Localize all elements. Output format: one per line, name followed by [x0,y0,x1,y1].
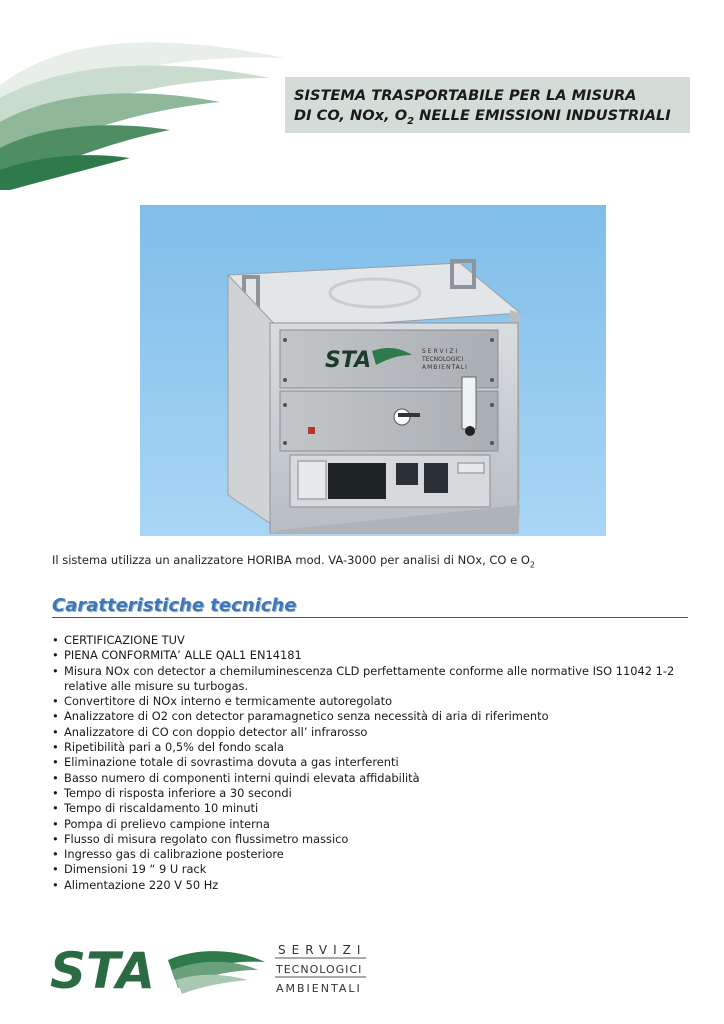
section-divider [52,617,688,618]
feature-item: • Alimentazione 220 V 50 Hz [52,878,692,893]
title-line-2: DI CO, NOx, $O_2$ NELLE EMISSIONI INDUSTRIALI [294,107,671,127]
feature-item: • Ripetibilità pari a 0,5% del fondo scala [52,740,692,755]
feature-item: • Flusso di misura regolato con flussimetro massico [52,832,692,847]
sta-logo [50,938,370,998]
feature-item: • Convertitore di NOx interno e termicamente autoregolato [52,694,692,709]
logo-line-2: TECNOLOGICI [276,963,363,976]
logo-brand: STA [50,942,155,998]
feature-item: • Basso numero di componenti interni quindi elevata affidabilità [52,771,692,786]
feature-item: • Dimensioni 19 “ 9 U rack [52,862,692,877]
feature-item: • Misura NOx con detector a chemiluminescenza CLD perfettamente conforme alle normative ISO 11042 1-2 relative alle misure su turbogas. [52,664,692,695]
logo-line-1: SERVIZI [278,943,367,957]
decorative-waves [0,30,290,190]
feature-item: • Analizzatore di O2 con detector paramagnetico senza necessità di aria di riferimento [52,709,692,724]
feature-item: • PIENA CONFORMITA’ ALLE QAL1 EN14181 [52,648,692,663]
svg-text:STA: STA [325,348,372,373]
feature-item: • CERTIFICAZIONE TUV [52,633,692,648]
feature-item: • Eliminazione totale di sovrastima dovuta a gas interferenti [52,755,692,770]
section-title: Caratteristiche tecniche [52,595,297,616]
svg-text:SERVIZI: SERVIZI [422,348,460,355]
feature-item: • Pompa di prelievo campione interna [52,817,692,832]
feature-item: • Tempo di risposta inferiore a 30 secondi [52,786,692,801]
title-line-1: SISTEMA TRASPORTABILE PER LA MISURA [294,87,637,104]
svg-text:TECNOLOGICI: TECNOLOGICI [422,356,464,363]
feature-item: • Ingresso gas di calibrazione posteriore [52,847,692,862]
features-list [52,633,692,893]
title-box [285,77,690,133]
feature-item: • Tempo di riscaldamento 10 minuti [52,801,692,816]
feature-item: • Analizzatore di CO con doppio detector all’ infrarosso [52,725,692,740]
product-photo [140,205,606,536]
svg-text:AMBIENTALI: AMBIENTALI [422,364,468,371]
logo-line-3: AMBIENTALI [276,982,362,995]
photo-caption: Il sistema utilizza un analizzatore HORIBA mod. VA-3000 per analisi di NOx, CO e $O_2$ [52,553,536,570]
